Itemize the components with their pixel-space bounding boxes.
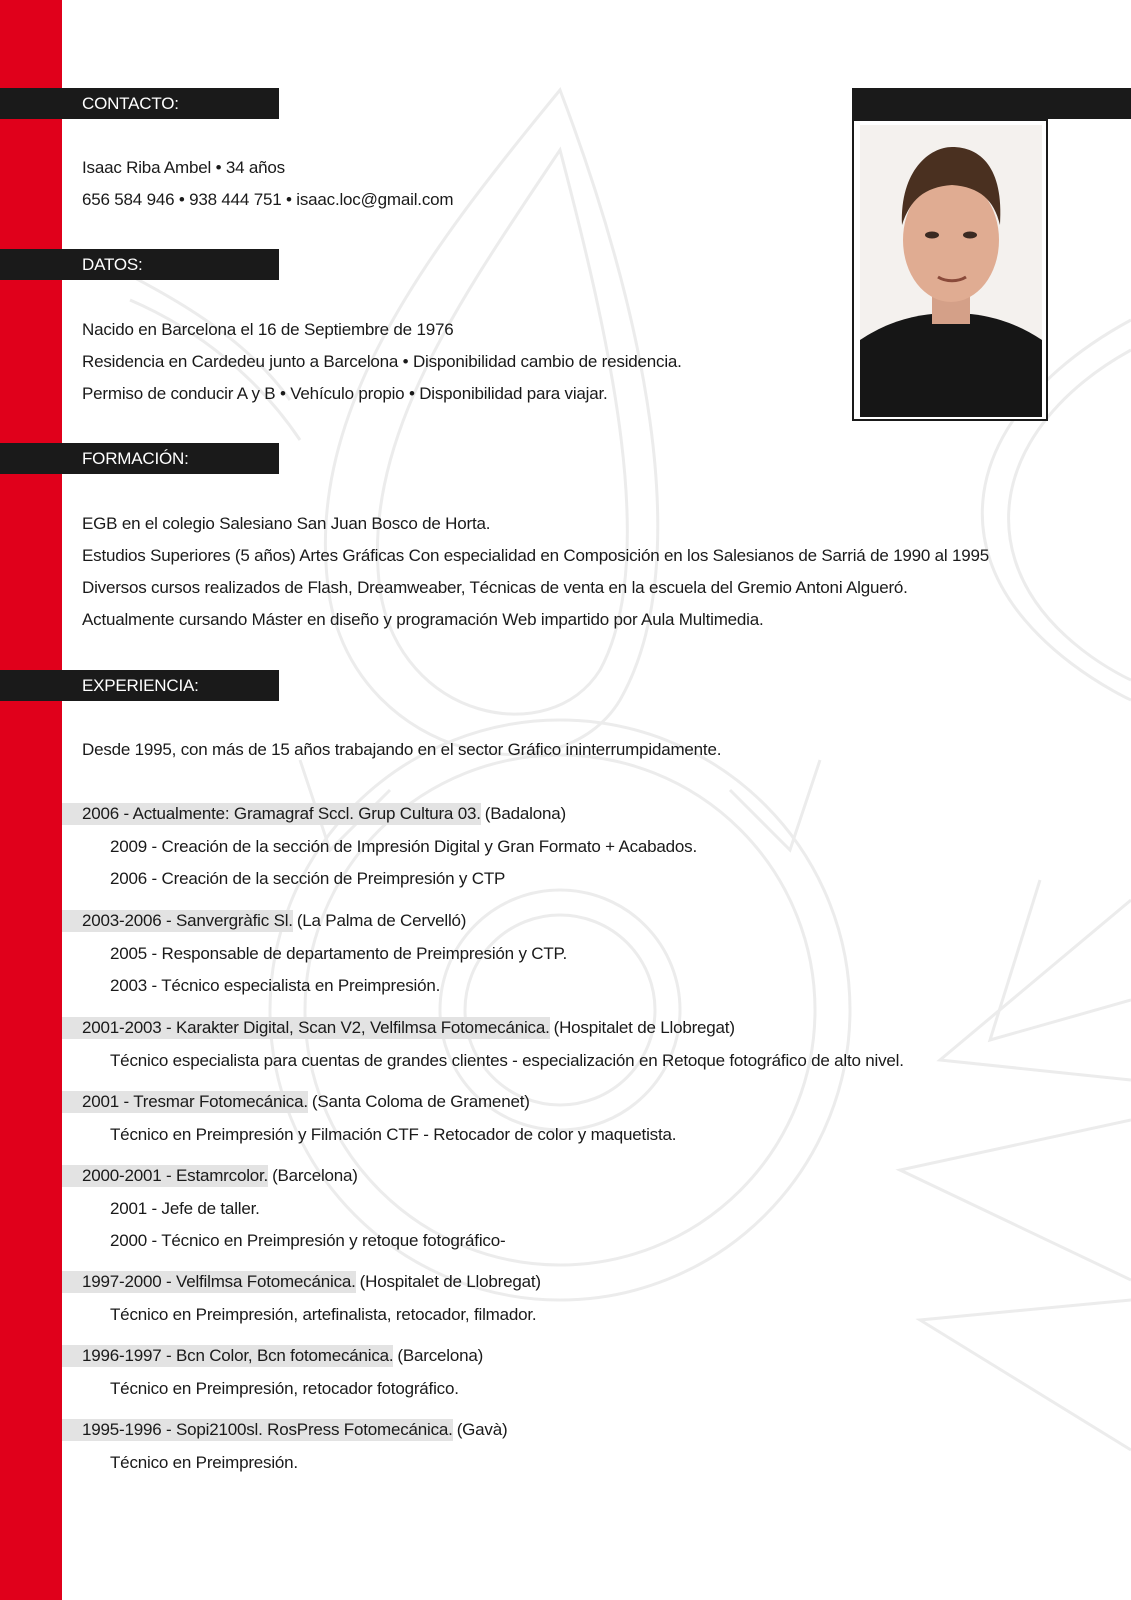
job-location: (Hospitalet de Llobregat)	[553, 1018, 735, 1037]
job-entry	[62, 1271, 1062, 1293]
datos-line: Permiso de conducir A y B • Vehículo propio • Disponibilidad para viajar.	[82, 384, 608, 403]
datos-line: Nacido en Barcelona el 16 de Septiembre de 1976	[82, 320, 454, 339]
job-detail: 2009 - Creación de la sección de Impresión Digital y Gran Formato + Acabados.	[110, 837, 697, 856]
job-detail: 2000 - Técnico en Preimpresión y retoque fotográfico-	[110, 1231, 506, 1250]
formacion-line: Actualmente cursando Máster en diseño y programación Web impartido por Aula Multimedia.	[82, 610, 764, 629]
job-title: 2006 - Actualmente: Gramagraf Sccl. Grup Cultura 03.	[62, 803, 481, 825]
job-detail: 2003 - Técnico especialista en Preimpresión.	[110, 976, 441, 995]
job-entry	[62, 910, 1062, 932]
job-entry	[62, 1419, 1062, 1441]
formacion-line: EGB en el colegio Salesiano San Juan Bosco de Horta.	[82, 514, 491, 533]
contact-name-age: Isaac Riba Ambel • 34 años	[82, 158, 285, 177]
left-red-stripe	[0, 0, 62, 1600]
job-entry	[62, 1165, 1062, 1187]
job-location: (Barcelona)	[397, 1346, 484, 1365]
section-header-contacto: CONTACTO:	[0, 88, 279, 119]
job-title: 1996-1997 - Bcn Color, Bcn fotomecánica.	[62, 1345, 393, 1367]
datos-line: Residencia en Cardedeu junto a Barcelona • Disponibilidad cambio de residencia.	[82, 352, 682, 371]
job-entry	[62, 1345, 1062, 1367]
experiencia-intro: Desde 1995, con más de 15 años trabajando en el sector Gráfico ininterrumpidamente.	[82, 740, 722, 759]
job-location: (La Palma de Cervelló)	[296, 911, 467, 930]
job-detail: Técnico en Preimpresión, artefinalista, retocador, filmador.	[110, 1305, 537, 1324]
contact-phones-email: 656 584 946 • 938 444 751 • isaac.loc@gmail.com	[82, 190, 454, 209]
job-location: (Gavà)	[456, 1420, 508, 1439]
section-header-formacion: FORMACIÓN:	[0, 443, 279, 474]
job-detail: 2005 - Responsable de departamento de Preimpresión y CTP.	[110, 944, 568, 963]
job-location: (Badalona)	[484, 804, 566, 823]
profile-photo	[852, 119, 1048, 421]
job-detail: Técnico especialista para cuentas de grandes clientes - especialización en Retoque fotográfico de alto nivel.	[110, 1051, 904, 1070]
job-entry	[62, 1017, 1062, 1039]
formacion-line: Estudios Superiores (5 años) Artes Gráficas Con especialidad en Composición en los Salesianos de Sarriá de 1990 al 1995	[82, 546, 990, 565]
formacion-line: Diversos cursos realizados de Flash, Dreamweaber, Técnicas de venta en la escuela del Gremio Antoni Algueró.	[82, 578, 908, 597]
job-location: (Barcelona)	[272, 1166, 358, 1185]
job-title: 2000-2001 - Estamrcolor.	[62, 1165, 268, 1187]
section-header-experiencia: EXPERIENCIA:	[0, 670, 279, 701]
job-title: 2001 - Tresmar Fotomecánica.	[62, 1091, 308, 1113]
job-location: (Santa Coloma de Gramenet)	[311, 1092, 530, 1111]
section-header-datos: DATOS:	[0, 249, 279, 280]
job-detail: 2001 - Jefe de taller.	[110, 1199, 260, 1218]
job-detail: 2006 - Creación de la sección de Preimpresión y CTP	[110, 869, 506, 888]
job-detail: Técnico en Preimpresión.	[110, 1453, 298, 1472]
job-detail: Técnico en Preimpresión, retocador fotográfico.	[110, 1379, 459, 1398]
job-detail: Técnico en Preimpresión y Filmación CTF - Retocador de color y maquetista.	[110, 1125, 677, 1144]
photo-header-bar	[852, 88, 1131, 119]
job-entry	[62, 803, 1062, 825]
job-title: 1997-2000 - Velfilmsa Fotomecánica.	[62, 1271, 356, 1293]
job-title: 2003-2006 - Sanvergràfic Sl.	[62, 910, 293, 932]
job-location: (Hospitalet de Llobregat)	[359, 1272, 541, 1291]
job-title: 2001-2003 - Karakter Digital, Scan V2, Velfilmsa Fotomecánica.	[62, 1017, 550, 1039]
job-entry	[62, 1091, 1062, 1113]
job-title: 1995-1996 - Sopi2100sl. RosPress Fotomecánica.	[62, 1419, 453, 1441]
